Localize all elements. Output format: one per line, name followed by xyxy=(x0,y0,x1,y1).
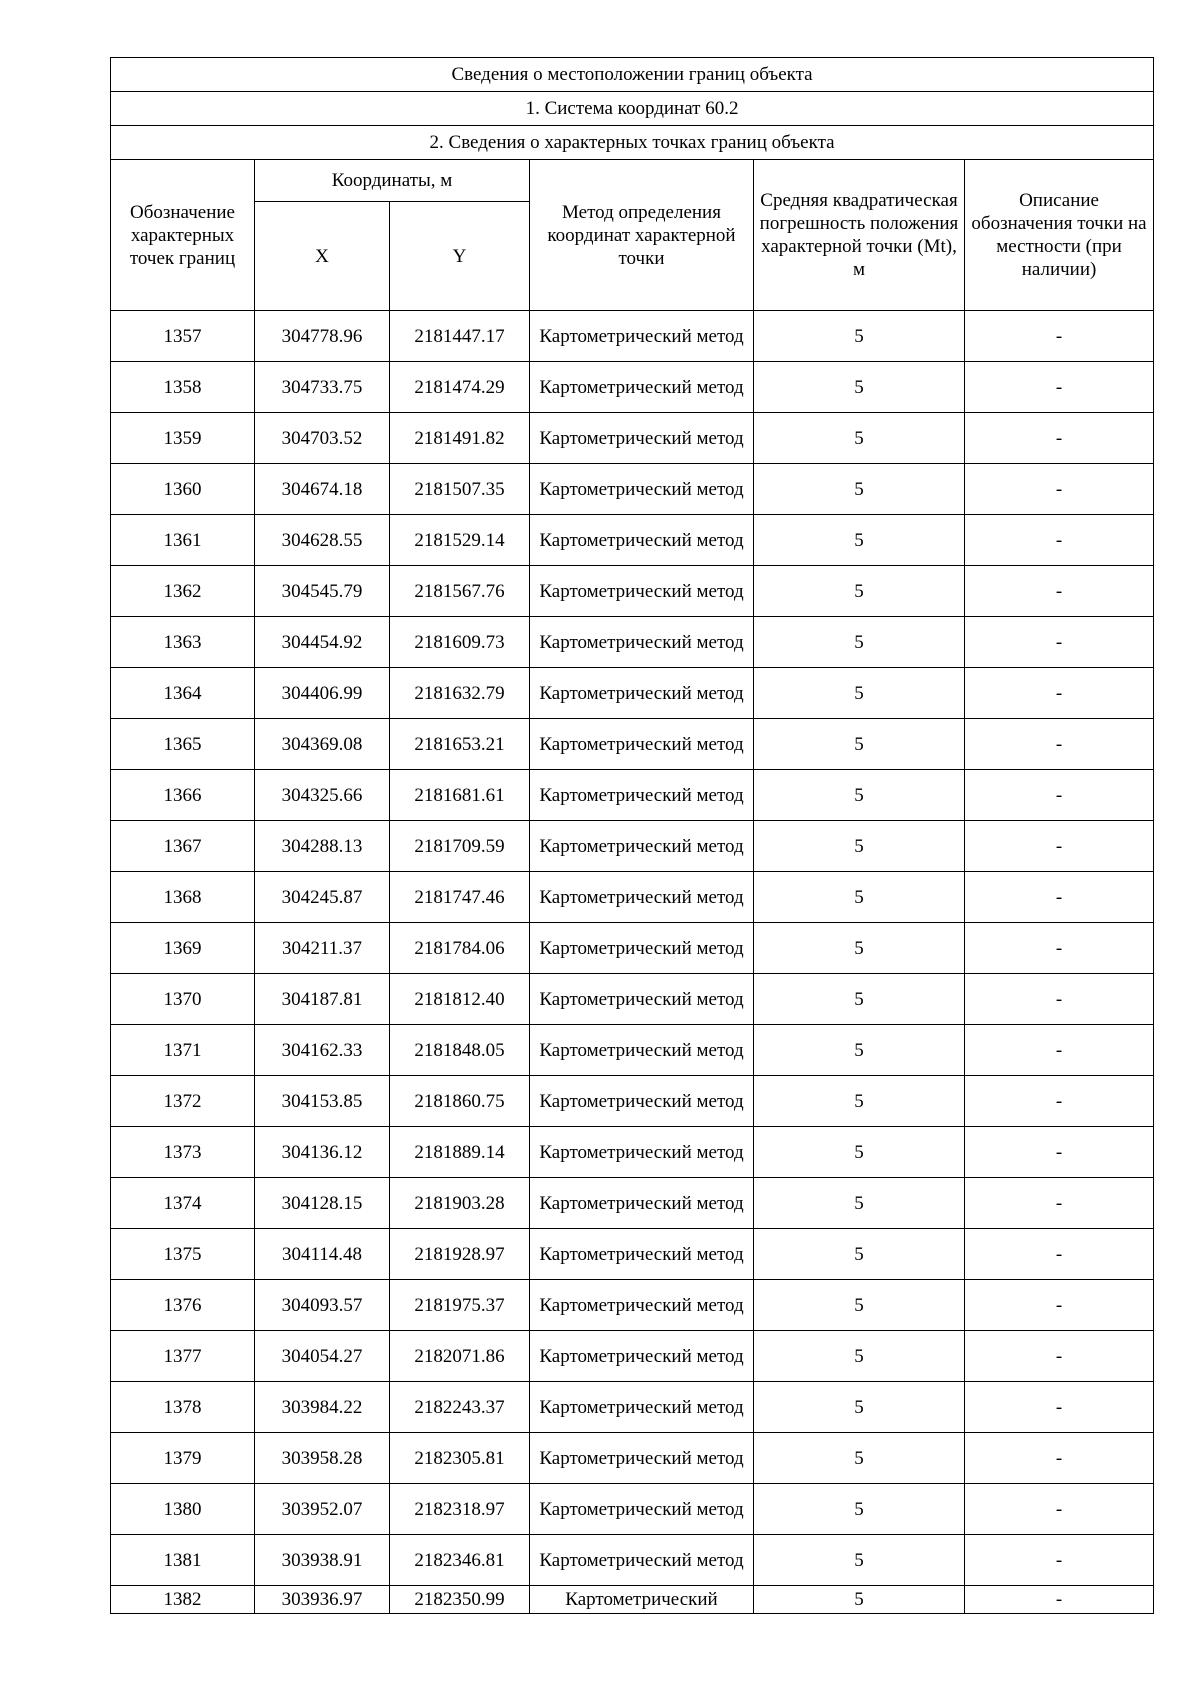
table-row xyxy=(111,413,1154,464)
cell-error: 5 xyxy=(754,1127,965,1178)
cell-error: 5 xyxy=(754,872,965,923)
cell-point: 1372 xyxy=(111,1076,255,1127)
cell-point: 1360 xyxy=(111,464,255,515)
cell-error: 5 xyxy=(754,1484,965,1535)
table-row xyxy=(111,1535,1154,1586)
cell-point: 1358 xyxy=(111,362,255,413)
cell-method: Картометрический метод xyxy=(530,821,754,872)
header-error: Средняя квадратическая погрешность положения характерной точки (Mt), м xyxy=(754,160,965,311)
table-row xyxy=(111,617,1154,668)
cell-description: - xyxy=(965,1280,1154,1331)
table-row xyxy=(111,1331,1154,1382)
cell-y: 2181975.37 xyxy=(390,1280,530,1331)
header-description: Описание обозначения точки на местности (при наличии) xyxy=(965,160,1154,311)
table-row xyxy=(111,1076,1154,1127)
table-row xyxy=(111,1229,1154,1280)
cell-error: 5 xyxy=(754,668,965,719)
cell-point: 1367 xyxy=(111,821,255,872)
cell-x: 303952.07 xyxy=(255,1484,390,1535)
cell-method: Картометрический метод xyxy=(530,413,754,464)
cell-y: 2181848.05 xyxy=(390,1025,530,1076)
cell-x: 304674.18 xyxy=(255,464,390,515)
cell-y: 2181567.76 xyxy=(390,566,530,617)
cell-y: 2182346.81 xyxy=(390,1535,530,1586)
coordinate-system: 1. Система координат 60.2 xyxy=(111,92,1154,126)
cell-description: - xyxy=(965,719,1154,770)
cell-y: 2181928.97 xyxy=(390,1229,530,1280)
cell-point: 1381 xyxy=(111,1535,255,1586)
table-row xyxy=(111,311,1154,362)
cell-method: Картометрический метод xyxy=(530,311,754,362)
cell-y: 2182305.81 xyxy=(390,1433,530,1484)
cell-description: - xyxy=(965,1178,1154,1229)
cell-y: 2181529.14 xyxy=(390,515,530,566)
cell-y: 2182243.37 xyxy=(390,1382,530,1433)
cell-error: 5 xyxy=(754,1178,965,1229)
cell-method: Картометрический метод xyxy=(530,668,754,719)
cell-point: 1379 xyxy=(111,1433,255,1484)
cell-x: 304245.87 xyxy=(255,872,390,923)
cell-y: 2181747.46 xyxy=(390,872,530,923)
cell-point: 1357 xyxy=(111,311,255,362)
cell-x: 304733.75 xyxy=(255,362,390,413)
cell-x: 304628.55 xyxy=(255,515,390,566)
cell-description: - xyxy=(965,1127,1154,1178)
cell-x: 304211.37 xyxy=(255,923,390,974)
cell-description: - xyxy=(965,1382,1154,1433)
cell-error: 5 xyxy=(754,1229,965,1280)
cell-method: Картометрический метод xyxy=(530,1331,754,1382)
cell-error: 5 xyxy=(754,464,965,515)
cell-x: 304369.08 xyxy=(255,719,390,770)
cell-description: - xyxy=(965,923,1154,974)
cell-point: 1363 xyxy=(111,617,255,668)
table-row xyxy=(111,821,1154,872)
cell-y: 2181903.28 xyxy=(390,1178,530,1229)
cell-description: - xyxy=(965,1433,1154,1484)
cell-error: 5 xyxy=(754,515,965,566)
table-row xyxy=(111,1127,1154,1178)
cell-description: - xyxy=(965,566,1154,617)
cell-y: 2181632.79 xyxy=(390,668,530,719)
cell-x: 304128.15 xyxy=(255,1178,390,1229)
cell-error: 5 xyxy=(754,1076,965,1127)
cell-error: 5 xyxy=(754,413,965,464)
cell-method: Картометрический метод xyxy=(530,1433,754,1484)
cell-point: 1376 xyxy=(111,1280,255,1331)
cell-error: 5 xyxy=(754,770,965,821)
cell-method: Картометрический метод xyxy=(530,1127,754,1178)
cell-x: 304406.99 xyxy=(255,668,390,719)
table-body xyxy=(111,58,1154,1614)
cell-y: 2181812.40 xyxy=(390,974,530,1025)
header-method: Метод определения координат характерной точки xyxy=(530,160,754,311)
header-point: Обозначение характерных точек границ xyxy=(111,160,255,311)
cell-description: - xyxy=(965,464,1154,515)
cell-description: - xyxy=(965,1229,1154,1280)
header-coords: Координаты, м xyxy=(255,160,530,202)
cell-point: 1368 xyxy=(111,872,255,923)
cell-error: 5 xyxy=(754,1535,965,1586)
cell-point: 1361 xyxy=(111,515,255,566)
cell-x: 304288.13 xyxy=(255,821,390,872)
cell-method: Картометрический метод xyxy=(530,1229,754,1280)
cell-method: Картометрический xyxy=(530,1586,754,1614)
cell-point: 1380 xyxy=(111,1484,255,1535)
cell-x: 303984.22 xyxy=(255,1382,390,1433)
cell-x: 304187.81 xyxy=(255,974,390,1025)
cell-method: Картометрический метод xyxy=(530,1535,754,1586)
cell-point: 1366 xyxy=(111,770,255,821)
cell-x: 304054.27 xyxy=(255,1331,390,1382)
cell-description: - xyxy=(965,770,1154,821)
cell-point: 1362 xyxy=(111,566,255,617)
cell-x: 303958.28 xyxy=(255,1433,390,1484)
cell-x: 303938.91 xyxy=(255,1535,390,1586)
cell-point: 1377 xyxy=(111,1331,255,1382)
table-row xyxy=(111,362,1154,413)
table-row xyxy=(111,1382,1154,1433)
table-title: Сведения о местоположении границ объекта xyxy=(111,58,1154,92)
table-row xyxy=(111,974,1154,1025)
cell-method: Картометрический метод xyxy=(530,974,754,1025)
table-row xyxy=(111,719,1154,770)
cell-x: 304778.96 xyxy=(255,311,390,362)
cell-description: - xyxy=(965,1484,1154,1535)
table-row xyxy=(111,1025,1154,1076)
cell-method: Картометрический метод xyxy=(530,566,754,617)
cell-point: 1374 xyxy=(111,1178,255,1229)
cell-y: 2182350.99 xyxy=(390,1586,530,1614)
section-title: 2. Сведения о характерных точках границ объекта xyxy=(111,126,1154,160)
table-row xyxy=(111,566,1154,617)
cell-method: Картометрический метод xyxy=(530,719,754,770)
cell-description: - xyxy=(965,1331,1154,1382)
cell-y: 2181609.73 xyxy=(390,617,530,668)
cell-description: - xyxy=(965,362,1154,413)
cell-x: 304545.79 xyxy=(255,566,390,617)
cell-description: - xyxy=(965,1076,1154,1127)
cell-x: 303936.97 xyxy=(255,1586,390,1614)
cell-description: - xyxy=(965,821,1154,872)
cell-x: 304093.57 xyxy=(255,1280,390,1331)
cell-method: Картометрический метод xyxy=(530,515,754,566)
section-row xyxy=(111,126,1154,160)
cell-y: 2181860.75 xyxy=(390,1076,530,1127)
header-x: X xyxy=(255,202,390,311)
cell-y: 2181653.21 xyxy=(390,719,530,770)
table-row xyxy=(111,1433,1154,1484)
cell-x: 304454.92 xyxy=(255,617,390,668)
cell-description: - xyxy=(965,668,1154,719)
cell-error: 5 xyxy=(754,1433,965,1484)
table-row xyxy=(111,1484,1154,1535)
cell-y: 2181681.61 xyxy=(390,770,530,821)
cell-description: - xyxy=(965,1535,1154,1586)
cell-method: Картометрический метод xyxy=(530,1178,754,1229)
system-row xyxy=(111,92,1154,126)
cell-description: - xyxy=(965,413,1154,464)
cell-point: 1382 xyxy=(111,1586,255,1614)
title-row xyxy=(111,58,1154,92)
cell-point: 1369 xyxy=(111,923,255,974)
cell-point: 1371 xyxy=(111,1025,255,1076)
cell-error: 5 xyxy=(754,1025,965,1076)
table-row xyxy=(111,923,1154,974)
cell-y: 2181474.29 xyxy=(390,362,530,413)
table-row xyxy=(111,1280,1154,1331)
cell-error: 5 xyxy=(754,566,965,617)
table-row xyxy=(111,464,1154,515)
cell-method: Картометрический метод xyxy=(530,1025,754,1076)
cell-error: 5 xyxy=(754,1280,965,1331)
cell-point: 1364 xyxy=(111,668,255,719)
cell-error: 5 xyxy=(754,719,965,770)
cell-point: 1375 xyxy=(111,1229,255,1280)
cell-description: - xyxy=(965,1586,1154,1614)
cell-error: 5 xyxy=(754,974,965,1025)
cell-point: 1365 xyxy=(111,719,255,770)
cell-description: - xyxy=(965,617,1154,668)
cell-point: 1378 xyxy=(111,1382,255,1433)
cell-error: 5 xyxy=(754,311,965,362)
cell-point: 1370 xyxy=(111,974,255,1025)
cell-error: 5 xyxy=(754,1586,965,1614)
cell-error: 5 xyxy=(754,923,965,974)
table-row xyxy=(111,515,1154,566)
boundary-points-table xyxy=(110,57,1154,1614)
cell-y: 2181784.06 xyxy=(390,923,530,974)
header-row-1 xyxy=(111,160,1154,202)
cell-description: - xyxy=(965,311,1154,362)
cell-y: 2181491.82 xyxy=(390,413,530,464)
cell-error: 5 xyxy=(754,1382,965,1433)
cell-y: 2181889.14 xyxy=(390,1127,530,1178)
cell-description: - xyxy=(965,515,1154,566)
cell-error: 5 xyxy=(754,1331,965,1382)
cell-method: Картометрический метод xyxy=(530,1280,754,1331)
cell-method: Картометрический метод xyxy=(530,923,754,974)
cell-method: Картометрический метод xyxy=(530,1382,754,1433)
table-row xyxy=(111,668,1154,719)
cell-method: Картометрический метод xyxy=(530,1076,754,1127)
cell-y: 2181447.17 xyxy=(390,311,530,362)
cell-x: 304114.48 xyxy=(255,1229,390,1280)
cell-x: 304136.12 xyxy=(255,1127,390,1178)
cell-x: 304325.66 xyxy=(255,770,390,821)
cell-method: Картометрический метод xyxy=(530,617,754,668)
cell-description: - xyxy=(965,974,1154,1025)
cell-description: - xyxy=(965,1025,1154,1076)
cell-error: 5 xyxy=(754,821,965,872)
table-row xyxy=(111,872,1154,923)
cell-error: 5 xyxy=(754,362,965,413)
table-row xyxy=(111,1586,1154,1614)
cell-x: 304162.33 xyxy=(255,1025,390,1076)
cell-method: Картометрический метод xyxy=(530,1484,754,1535)
cell-y: 2181709.59 xyxy=(390,821,530,872)
cell-method: Картометрический метод xyxy=(530,362,754,413)
cell-method: Картометрический метод xyxy=(530,872,754,923)
cell-description: - xyxy=(965,872,1154,923)
cell-y: 2181507.35 xyxy=(390,464,530,515)
cell-method: Картометрический метод xyxy=(530,770,754,821)
cell-method: Картометрический метод xyxy=(530,464,754,515)
table-row xyxy=(111,1178,1154,1229)
cell-y: 2182318.97 xyxy=(390,1484,530,1535)
header-y: Y xyxy=(390,202,530,311)
cell-x: 304153.85 xyxy=(255,1076,390,1127)
cell-x: 304703.52 xyxy=(255,413,390,464)
cell-point: 1373 xyxy=(111,1127,255,1178)
cell-error: 5 xyxy=(754,617,965,668)
table-row xyxy=(111,770,1154,821)
cell-point: 1359 xyxy=(111,413,255,464)
cell-y: 2182071.86 xyxy=(390,1331,530,1382)
